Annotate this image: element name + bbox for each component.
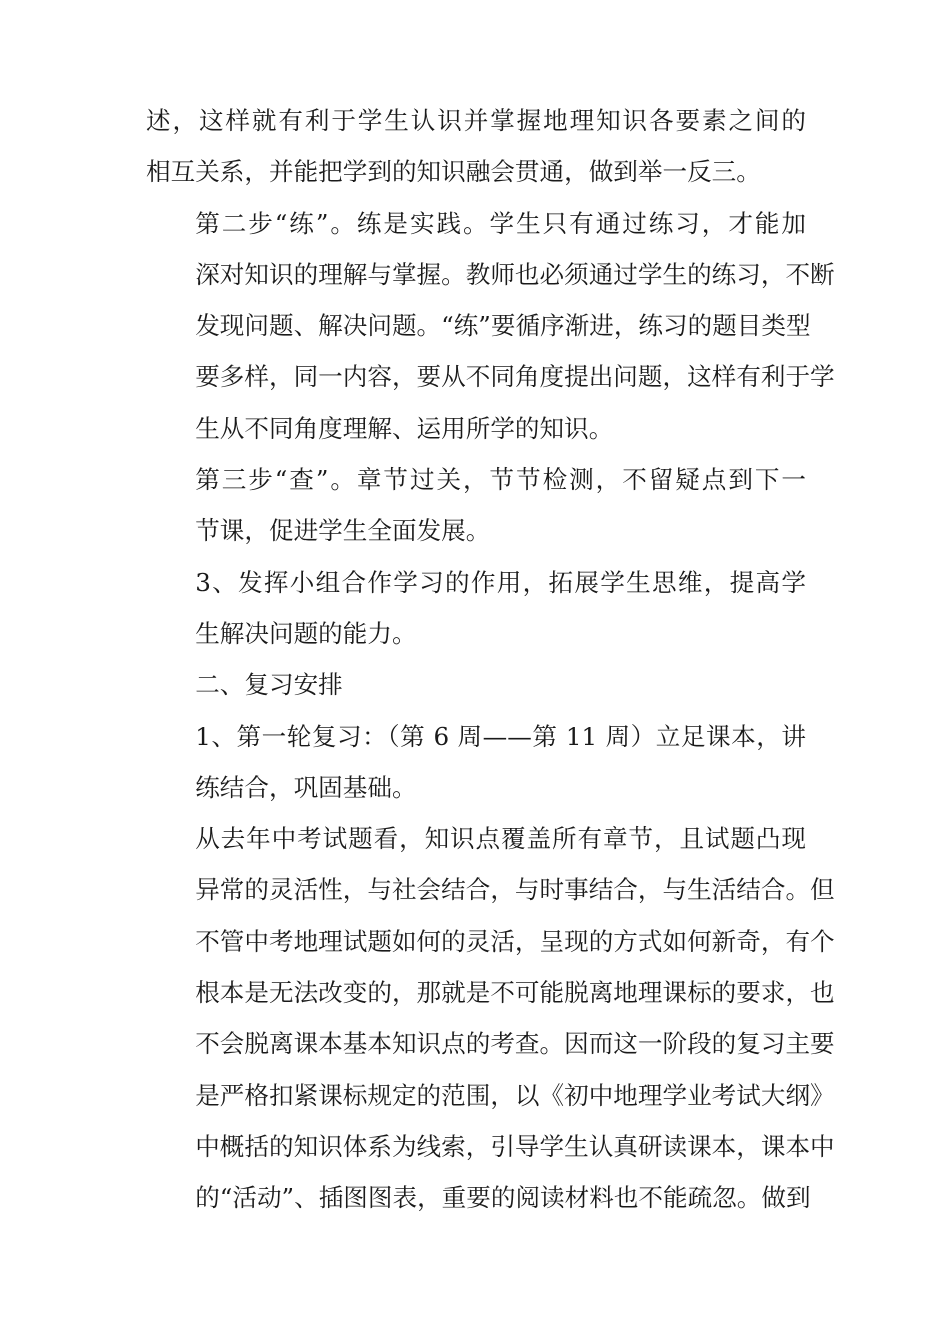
paragraph bbox=[146, 813, 835, 1223]
text-line: 发现问题、解决问题。“练”要循序渐进，练习的题目类型 bbox=[195, 311, 811, 341]
text-line: 不管中考地理试题如何的灵活，呈现的方式如何新奇，有个 bbox=[195, 926, 835, 956]
paragraph bbox=[146, 95, 806, 198]
paragraph bbox=[146, 557, 806, 660]
paragraph bbox=[146, 454, 806, 557]
text-line: 1、第一轮复习：（第 6 周——第 11 周）立足课本，讲 bbox=[195, 721, 806, 751]
text-line: 是严格扣紧课标规定的范围，以《初中地理学业考试大纲》 bbox=[195, 1080, 835, 1110]
text-line: 生从不同角度理解、运用所学的知识。 bbox=[195, 413, 614, 443]
text-line: 不会脱离课本基本知识点的考查。因而这一阶段的复习主要 bbox=[195, 1029, 835, 1059]
text-line: 述，这样就有利于学生认识并掌握地理知识各要素之间的 bbox=[146, 106, 806, 135]
text-line: 第二步“练”。练是实践。学生只有通过练习，才能加 bbox=[195, 208, 806, 238]
text-line: 的“活动”、插图图表，重要的阅读材料也不能疏忽。做到 bbox=[195, 1183, 811, 1213]
text-line: 根本是无法改变的，那就是不可能脱离地理课标的要求，也 bbox=[195, 978, 835, 1008]
text-line: 中概括的知识体系为线索，引导学生认真研读课本，课本中 bbox=[195, 1131, 835, 1161]
text-line: 3、发挥小组合作学习的作用，拓展学生思维，提高学 bbox=[195, 567, 806, 597]
text-line: 异常的灵活性，与社会结合，与时事结合，与生活结合。但 bbox=[195, 875, 835, 905]
text-line: 深对知识的理解与掌握。教师也必须通过学生的练习，不断 bbox=[195, 259, 835, 289]
text-line: 第三步“查”。章节过关，节节检测，不留疑点到下一 bbox=[195, 465, 806, 495]
text-line: 生解决问题的能力。 bbox=[195, 618, 417, 648]
text-line: 从去年中考试题看，知识点覆盖所有章节，且试题凸现 bbox=[195, 824, 806, 854]
paragraph bbox=[146, 711, 806, 814]
text-line: 二、复习安排 bbox=[195, 670, 343, 700]
document-body bbox=[146, 95, 835, 1224]
text-line: 相互关系，并能把学到的知识融会贯通，做到举一反三。 bbox=[146, 157, 761, 187]
text-line: 要多样，同一内容，要从不同角度提出问题，这样有利于学 bbox=[195, 362, 835, 392]
text-line: 练结合，巩固基础。 bbox=[195, 772, 417, 802]
paragraph bbox=[146, 659, 806, 710]
text-line: 节课，促进学生全面发展。 bbox=[195, 516, 491, 546]
paragraph bbox=[146, 198, 835, 454]
